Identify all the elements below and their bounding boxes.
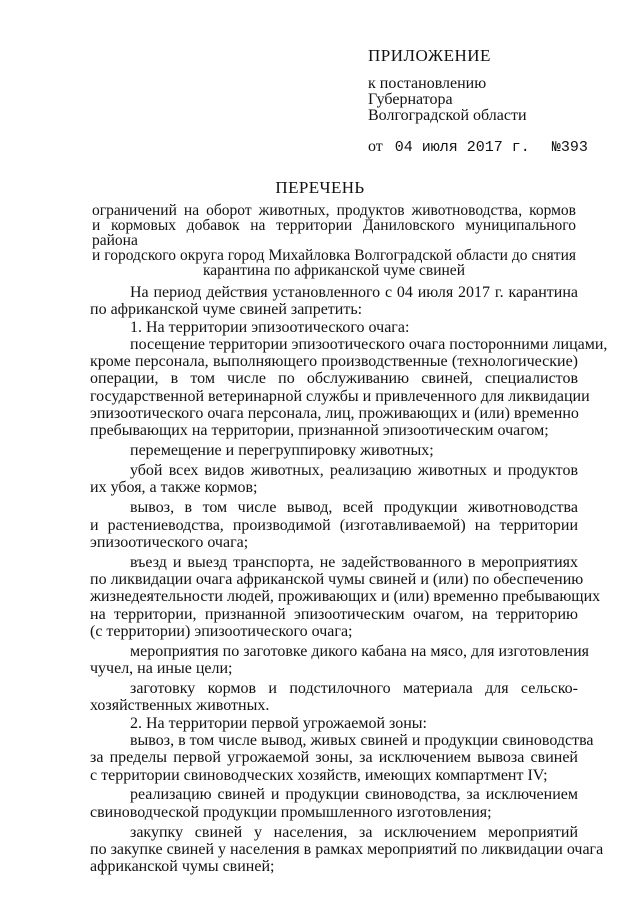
appendix-number: №393 [551, 139, 588, 156]
document-body [90, 284, 608, 876]
subtitle-line: и кормовых добавок на территории Даниловского муниципального района [92, 217, 576, 249]
subtitle-line: и городского округа город Михайловка Волгоградской области до снятия [92, 247, 576, 264]
subtitle-line: карантина по африканской чуме свиней [203, 262, 465, 279]
body-line: жизнедеятельности людей, проживающих и (или) временно пребывающих [90, 588, 601, 606]
body-line: их убоя, а также кормов; [90, 479, 258, 497]
appendix-title: ПРИЛОЖЕНИЕ [368, 46, 491, 65]
body-line: на территории, признанной эпизоотическим очагом, на территорию [90, 605, 578, 623]
appendix-line: Губернатора [368, 91, 453, 108]
section-heading: 2. На территории первой угрожаемой зоны: [130, 714, 427, 732]
body-line: чучел, на иные цели; [90, 660, 233, 678]
body-line: с территории свиноводческих хозяйств, имеющих компартмент IV; [90, 766, 548, 784]
body-line: мероприятия по заготовке дикого кабана на мясо, для изготовления [130, 642, 590, 660]
appendix-line: к постановлению [368, 75, 487, 92]
body-line: перемещение и перегруппировку животных; [130, 442, 434, 460]
document-subtitle [92, 203, 576, 278]
body-line: кроме персонала, выполняющего производственные (технологические) [90, 353, 578, 371]
body-line: государственной ветеринарной службы и привлеченного для ликвидации [90, 387, 590, 405]
body-line: реализацию свиней и продукции свиноводства, за исключением [130, 786, 578, 804]
body-line: посещение территории эпизоотического очага посторонними лицами, [130, 335, 608, 353]
body-line: заготовку кормов и подстилочного материала для сельско- [130, 680, 578, 698]
body-line: пребывающих на территории, признанной эпизоотическим очагом; [90, 422, 549, 440]
body-line: африканской чумы свиней; [90, 858, 275, 876]
subtitle-line: ограничений на оборот животных, продуктов животноводства, кормов [92, 202, 576, 219]
body-line: эпизоотического очага персонала, лиц, проживающих и (или) временно [90, 405, 579, 423]
body-line: въезд и выезд транспорта, не задействованного в мероприятиях [130, 553, 578, 571]
appendix-resolution-lines [368, 76, 588, 124]
body-line: (с территории) эпизоотического очага; [90, 623, 353, 641]
body-line: по африканской чуме свиней запретить: [90, 301, 363, 319]
body-line: и растениеводства, производимой (изготавливаемой) на территории [90, 516, 578, 534]
body-line: вывоз, в том числе вывод, всей продукции животноводства [130, 499, 578, 517]
body-line: хозяйственных животных. [90, 697, 270, 715]
body-line: закупку свиней у населения, за исключением мероприятий [130, 823, 578, 841]
body-line: вывоз, в том числе вывод, живых свиней и продукции свиноводства [130, 731, 594, 749]
section-heading: 1. На территории эпизоотического очага: [130, 318, 410, 336]
appendix-block [368, 46, 588, 157]
body-line: операции, в том числе по обслуживанию свиней, специалистов [90, 370, 578, 388]
body-line: за пределы первой угрожаемой зоны, за исключением вывоза свиней [90, 749, 578, 767]
body-line: по закупке свиней у населения в рамках мероприятий по ликвидации очага [90, 840, 604, 858]
document-title: ПЕРЕЧЕНЬ [275, 178, 365, 197]
body-line: убой всех видов животных, реализацию животных и продуктов [130, 462, 578, 480]
appendix-line: Волгоградской области [368, 107, 527, 124]
body-line: по ликвидации очага африканской чумы свиней и (или) по обеспечению [90, 571, 584, 589]
appendix-date: 04 июля 2017 г. [394, 139, 530, 156]
appendix-date-line [368, 138, 588, 157]
date-prefix: от [368, 138, 383, 155]
body-line: На период действия установленного с 04 июля 2017 г. карантина [130, 284, 578, 301]
body-line: свиноводческой продукции промышленного изготовления; [90, 803, 492, 821]
body-line: эпизоотического очага; [90, 533, 249, 551]
